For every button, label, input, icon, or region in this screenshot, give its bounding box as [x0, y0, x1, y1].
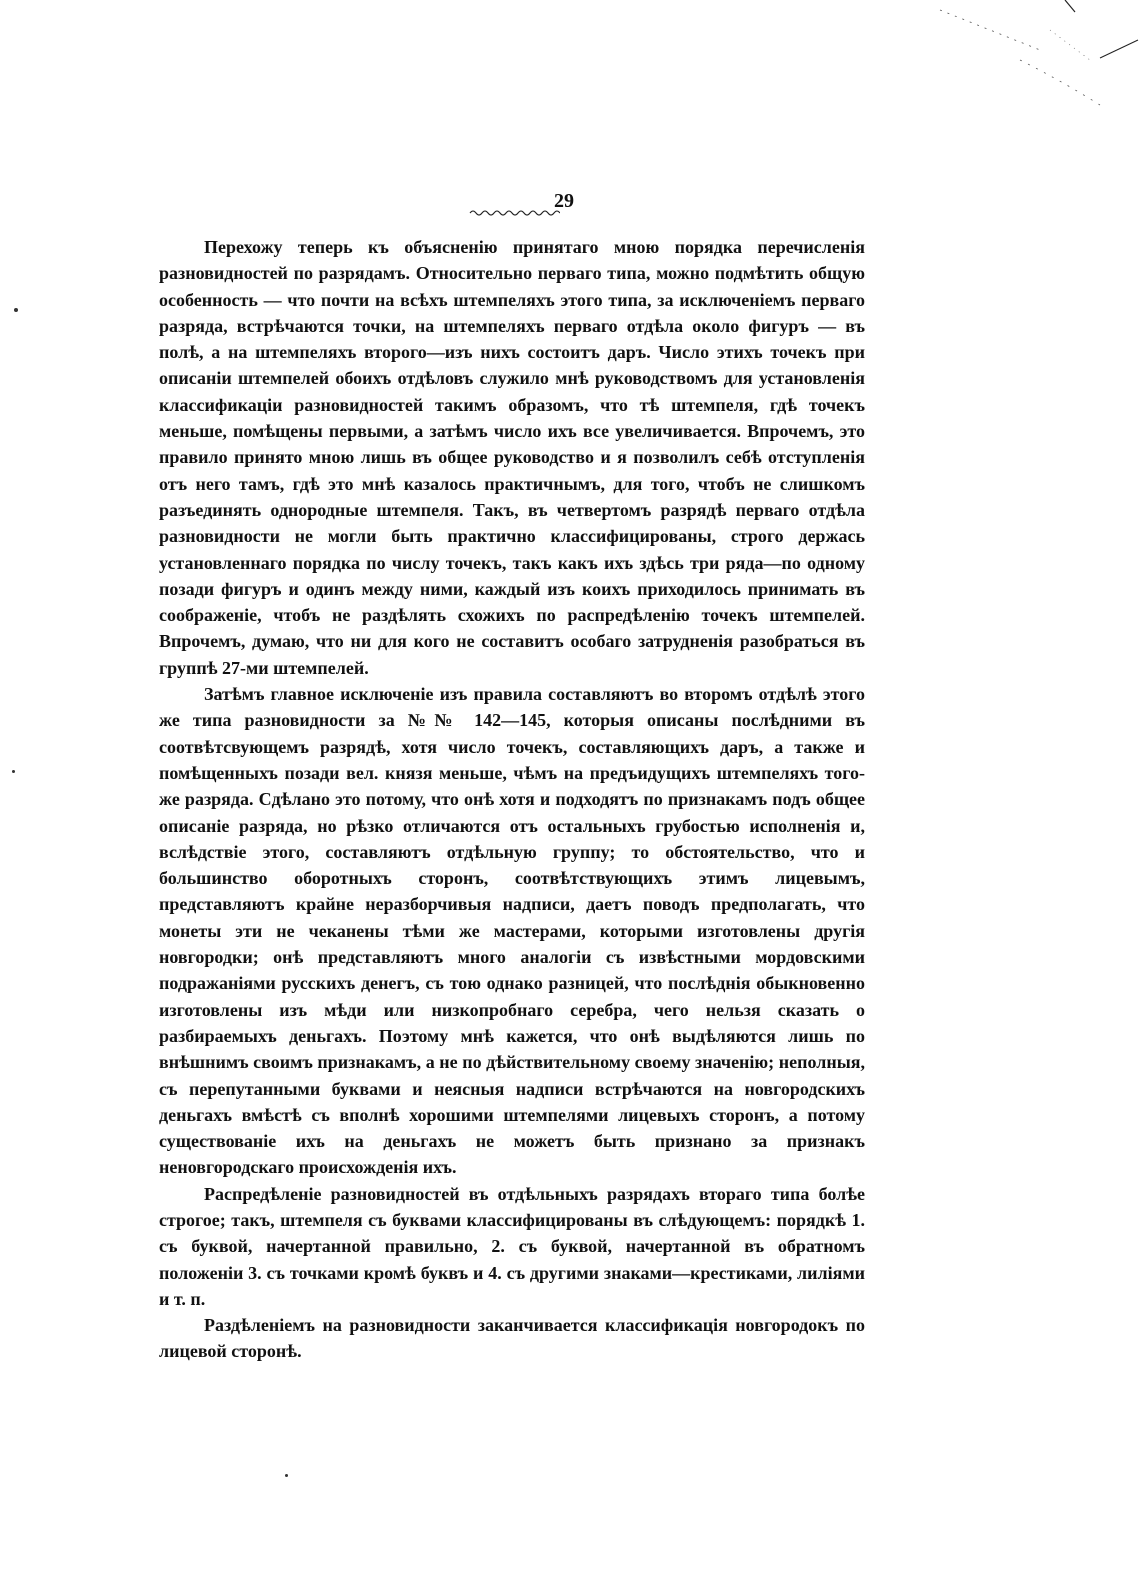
scan-artifact — [900, 0, 1140, 130]
page-number: 29 — [554, 190, 574, 212]
body-text — [159, 234, 865, 1365]
page-number-ornament — [468, 208, 560, 218]
scan-speck — [285, 1474, 288, 1477]
paragraph: Распредѣленіе разновидностей въ отдѣльныхъ разрядахъ втораго типа болѣе строгое; такъ, штемпеля съ буквами классифицированы въ слѣдующемъ: порядкѣ 1. съ буквой, начертанной правильно, 2. съ буквой, начертанной въ обратномъ положеніи 3. съ точками кромѣ буквъ и 4. съ другими знаками—крестиками, лиліями и т. п. — [159, 1183, 865, 1309]
paragraph: Раздѣленіемъ на разновидности заканчивается классификація новгородокъ по лицевой сторонѣ. — [159, 1315, 865, 1362]
scan-speck — [14, 308, 18, 312]
paragraph: Затѣмъ главное исключеніе изъ правила составляютъ во второмъ отдѣлѣ этого же типа разновидности за №№ 142—145, которыя описаны послѣдними въ соотвѣтсвующемъ разрядѣ, хотя число точекъ, составляющихъ даръ, а также и помѣщенныхъ позади вел. князя меньше, чѣмъ на предъидущихъ штемпеляхъ того-же разряда. Сдѣлано это потому, что онѣ хотя и подходятъ по признакамъ подъ общее описаніе разряда, но рѣзко отличаются отъ остальныхъ грубостью исполненія и, вслѣдствіе этого, составляютъ отдѣльную группу; то обстоятельство, что и большинство оборотныхъ сторонъ, соотвѣтствующихъ этимъ лицевымъ, представляютъ крайне неразборчивыя надписи, даетъ поводъ предполагать, что монеты эти не чеканены тѣми же мастерами, которыми изготовлены другія новгородки; онѣ представляютъ много аналогіи съ извѣстными мордовскими подражаніями русскихъ денегъ, съ тою однако разницей, что послѣднія обыкновенно изготовлены изъ мѣди или низкопробнаго серебра, чего нельзя сказать о разбираемыхъ деньгахъ. Поэтому мнѣ кажется, что онѣ выдѣляются лишь по внѣшнимъ своимъ признакамъ, а не по дѣйствительному своему значенію; неполныя, съ перепутанными буквами и неясныя надписи встрѣчаются на новгородскихъ деньгахъ вмѣстѣ съ вполнѣ хорошими штемпелями лицевыхъ сторонъ, а потому существованіе ихъ на деньгахъ не можетъ быть признано за признакъ неновгородскаго происхожденія ихъ. — [159, 684, 865, 1178]
paragraph: Перехожу теперь къ объясненію принятаго мною порядка перечисленія разновидностей по разрядамъ. Относительно перваго типа, можно подмѣтить общую особенность — что почти на всѣхъ штемпеляхъ этого типа, за исключеніемъ перваго разряда, встрѣчаются точки, на штемпеляхъ перваго отдѣла около фигуръ — въ полѣ, а на штемпеляхъ второго—изъ нихъ состоитъ даръ. Число этихъ точекъ при описаніи штемпелей обоихъ отдѣловъ служило мнѣ руководствомъ для установленія классификаціи разновидностей такимъ образомъ, что тѣ штемпеля, гдѣ точекъ меньше, помѣщены первыми, а затѣмъ число ихъ все увеличивается. Впрочемъ, это правило принято мною лишь въ общее руководство и я позволилъ себѣ отступленія отъ него тамъ, гдѣ это мнѣ казалось практичнымъ, для того, чтобъ не слишкомъ разъединять однородные штемпеля. Такъ, въ четвертомъ разрядѣ перваго отдѣла разновидности не могли быть практично классифицированы, строго держась установленнаго порядка по числу точекъ, такъ какъ ихъ здѣсь три ряда—по одному позади фигуръ и одинъ между ними, каждый изъ коихъ приходилось принимать въ соображеніе, чтобъ не раздѣлять схожихъ по распредѣленію точекъ штемпелей. Впрочемъ, думаю, что ни для кого не составитъ особаго затрудненія разобраться въ группѣ 27-ми штемпелей. — [159, 237, 865, 678]
scan-speck — [12, 770, 15, 773]
